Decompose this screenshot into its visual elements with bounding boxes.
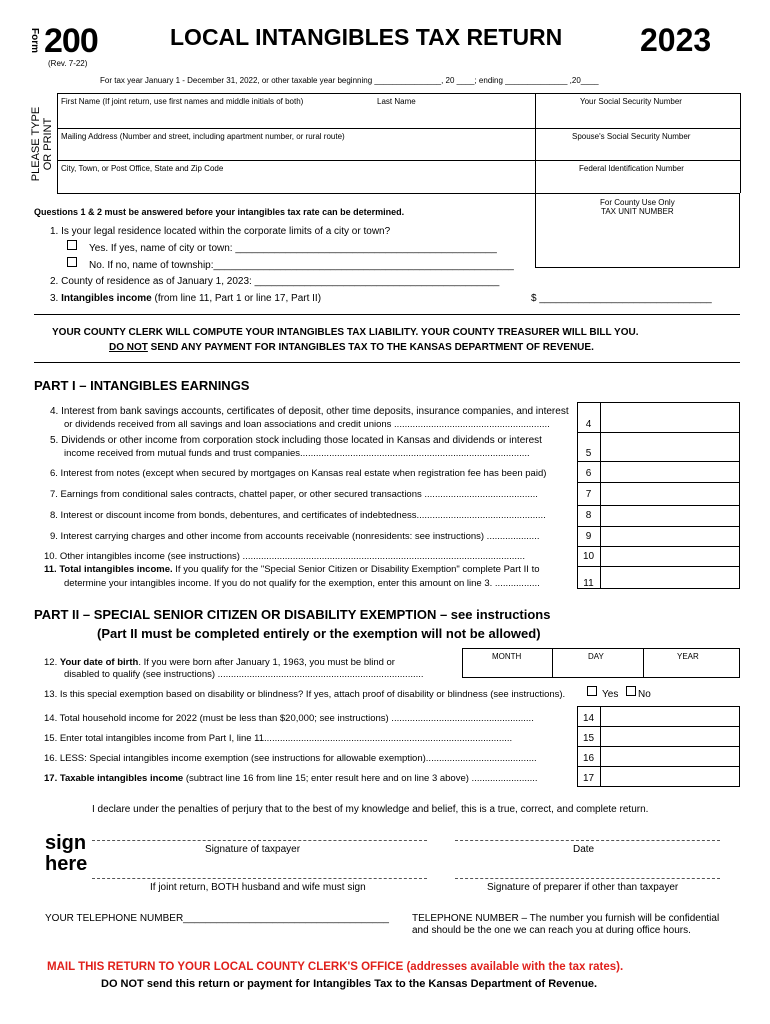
- l13-no-label: No: [638, 689, 651, 700]
- fein-field[interactable]: Federal Identification Number: [579, 164, 684, 173]
- revision: (Rev. 7-22): [48, 59, 88, 68]
- notice-line-2: DO NOT SEND ANY PAYMENT FOR INTANGIBLES TAX TO THE KANSAS DEPARTMENT OF REVENUE.: [109, 342, 594, 353]
- part1-title: PART I – INTANGIBLES EARNINGS: [34, 378, 250, 393]
- sign-label: sign: [45, 832, 87, 854]
- line-4a: 4. Interest from bank savings accounts, certificates of deposit, other time deposits, insurance companies, and interest: [50, 406, 569, 417]
- tax-year: 2023: [640, 22, 712, 58]
- l13-yes-checkbox[interactable]: [587, 686, 597, 696]
- line-7: 7. Earnings from conditional sales contracts, chattel paper, or other secured transactions ...........................................: [50, 489, 538, 500]
- line-14: 14. Total household income for 2022 (must be less than $20,000; see instructions) ......................................................: [44, 713, 534, 724]
- question-1: 1. Is your legal residence located within the corporate limits of a city or town?: [50, 226, 391, 237]
- line-17: 17. Taxable intangibles income (subtract line 16 from line 15; enter result here and on line 3 above) .........................: [44, 773, 538, 784]
- question-2: 2. County of residence as of January 1, 2023: ____________________________________________: [50, 276, 500, 287]
- date-line[interactable]: [455, 840, 720, 841]
- here-label: here: [45, 853, 88, 875]
- notice-line-1: YOUR COUNTY CLERK WILL COMPUTE YOUR INTANGIBLES TAX LIABILITY. YOUR COUNTY TREASURER WILL BILL YOU.: [52, 327, 639, 338]
- ssn-field[interactable]: Your Social Security Number: [580, 97, 682, 106]
- line-14-number: 14: [582, 713, 595, 724]
- line-4-number: 4: [585, 419, 592, 430]
- line-15: 15. Enter total intangibles income from Part I, line 11..............................................................................................: [44, 733, 513, 744]
- line-12: 12. Your date of birth. If you were born after January 1, 1963, you must be blind or: [44, 657, 395, 668]
- l13-no-checkbox[interactable]: [626, 686, 636, 696]
- dob-day[interactable]: DAY: [588, 652, 604, 661]
- line-11: 11. Total intangibles income. If you qualify for the "Special Senior Citizen or Disability Exemption" complete Part II to: [44, 564, 540, 575]
- line-11b: determine your intangibles income. If you do not qualify for the exemption, enter this amount on line 3. .................: [64, 578, 540, 589]
- line-5b: income received from mutual funds and trust companies.......................................................................................: [64, 448, 530, 459]
- first-name-field[interactable]: First Name (If joint return, use first names and middle initials of both): [61, 97, 304, 106]
- line-10: 10. Other intangibles income (see instructions) ...........................................................................................................: [44, 551, 525, 562]
- declaration: I declare under the penalties of perjury that to the best of my knowledge and belief, this is a true, correct, and complete return.: [92, 804, 649, 815]
- spouse-signature-line[interactable]: [92, 878, 427, 879]
- form-number: 200: [44, 22, 98, 60]
- line-15-number: 15: [582, 733, 595, 744]
- q1-no-label: No. If no, name of township:______________________________________________________: [89, 260, 514, 271]
- question-3: 3. Intangibles income (from line 11, Part 1 or line 17, Part II): [50, 293, 322, 304]
- line-17-number: 17: [582, 773, 595, 784]
- tax-year-line: For tax year January 1 - December 31, 2022, or other taxable year beginning _______________, 20 ____; ending ______________ ,20____: [100, 76, 599, 85]
- joint-return-label: If joint return, BOTH husband and wife must sign: [150, 882, 366, 893]
- line-6: 6. Interest from notes (except when secured by mortgages on Kansas real estate when registration fee has been paid): [50, 468, 547, 479]
- dob-year[interactable]: YEAR: [677, 652, 699, 661]
- questions-intro: Questions 1 & 2 must be answered before your intangibles tax rate can be determined.: [34, 207, 405, 217]
- line-5-number: 5: [585, 448, 592, 459]
- last-name-field[interactable]: Last Name: [377, 97, 416, 106]
- part1-amount-column: [577, 402, 740, 589]
- line-6-number: 6: [585, 468, 592, 479]
- address-field[interactable]: Mailing Address (Number and street, including apartment number, or rural route): [61, 132, 345, 141]
- page-title: LOCAL INTANGIBLES TAX RETURN: [170, 24, 563, 50]
- line-9: 9. Interest carrying charges and other income from accounts receivable (nonresidents: see instructions) ....................: [50, 531, 540, 542]
- q1-no-checkbox[interactable]: [67, 257, 77, 267]
- city-field[interactable]: City, Town, or Post Office, State and Zip Code: [61, 164, 224, 173]
- preparer-signature-line[interactable]: [455, 878, 720, 879]
- line-16-number: 16: [582, 753, 595, 764]
- line-16: 16. LESS: Special intangibles income exemption (see instructions for allowable exemption)..........................................: [44, 753, 537, 764]
- line-9-number: 9: [585, 531, 592, 542]
- line-5a: 5. Dividends or other income from corporation stock including those located in Kansas and dividends or interest: [50, 435, 542, 446]
- phone-field[interactable]: YOUR TELEPHONE NUMBER_____________________________________: [45, 913, 389, 924]
- line-8: 8. Interest or discount income from bonds, debentures, and certificates of indebtedness.................................................: [50, 510, 546, 521]
- line-11-number: 11: [583, 578, 594, 589]
- county-use-label: For County Use Only TAX UNIT NUMBER: [600, 198, 675, 216]
- q1-yes-label: Yes. If yes, name of city or town: _______________________________________________: [89, 243, 497, 254]
- spouse-ssn-field[interactable]: Spouse's Social Security Number: [572, 132, 691, 141]
- date-label: Date: [573, 844, 595, 855]
- part2-subtitle: (Part II must be completed entirely or the exemption will not be allowed): [97, 626, 541, 641]
- dob-month[interactable]: MONTH: [492, 652, 522, 661]
- q3-amount-field[interactable]: $ _______________________________: [531, 293, 712, 304]
- part2-title: PART II – SPECIAL SENIOR CITIZEN OR DISABILITY EXEMPTION – see instructions: [34, 607, 551, 622]
- please-type-label: PLEASE TYPE OR PRINT: [30, 106, 54, 182]
- do-not-send: DO NOT send this return or payment for Intangibles Tax to the Kansas Department of Revenue.: [101, 978, 598, 990]
- taxpayer-signature-label: Signature of taxpayer: [205, 844, 301, 855]
- preparer-label: Signature of preparer if other than taxpayer: [487, 882, 679, 893]
- form-label: Form: [29, 28, 40, 53]
- line-7-number: 7: [585, 489, 592, 500]
- line-4b: or dividends received from all savings and loan associations and credit unions ...........................................................: [64, 419, 550, 430]
- line-8-number: 8: [585, 510, 592, 521]
- phone-note: TELEPHONE NUMBER – The number you furnish will be confidential and should be the one we can reach you at during office hours.: [412, 913, 720, 936]
- l13-yes-label: Yes: [602, 689, 619, 700]
- mail-instructions: MAIL THIS RETURN TO YOUR LOCAL COUNTY CLERK'S OFFICE (addresses available with the tax rates).: [47, 961, 624, 973]
- line-10-number: 10: [582, 551, 595, 562]
- line-12b: disabled to qualify (see instructions) ..............................................................................: [64, 669, 424, 680]
- line-13: 13. Is this special exemption based on disability or blindness? If yes, attach proof of disability or blindness (see instructions).: [44, 689, 566, 700]
- taxpayer-signature-line[interactable]: [92, 840, 427, 841]
- q1-yes-checkbox[interactable]: [67, 240, 77, 250]
